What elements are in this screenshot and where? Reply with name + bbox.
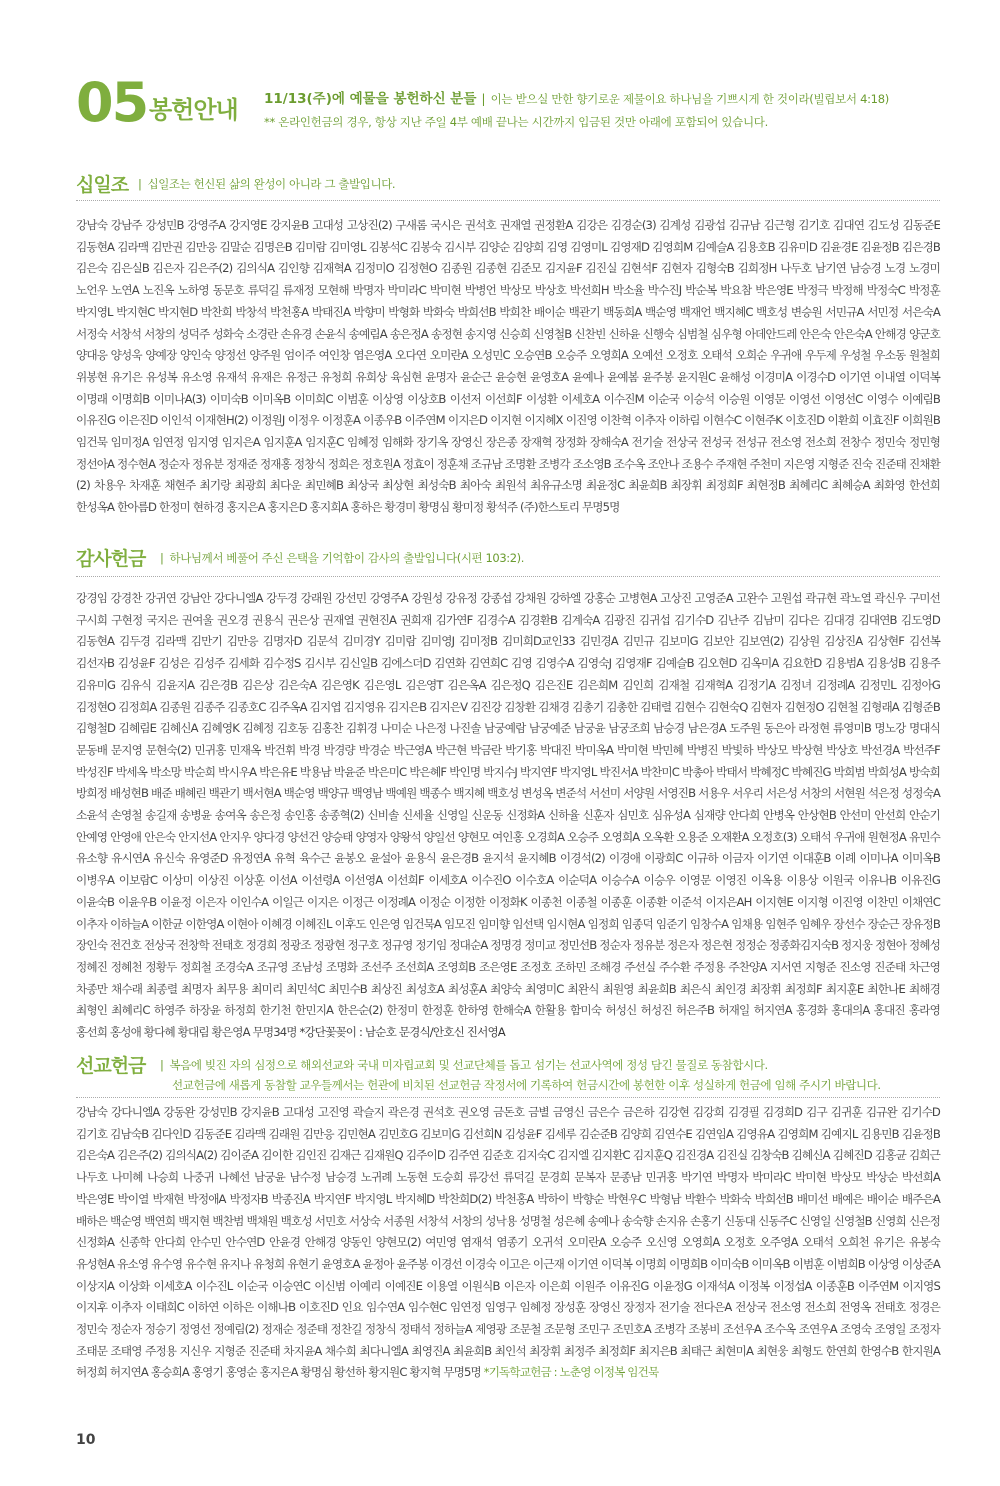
thanksgiving-section-subtitle: | 하나님께서 베풀어 주신 은택을 기억함이 감사의 출발입니다(시편 103:2). [160,551,524,565]
offering-date-line: 11/13(주)에 예물을 봉헌하신 분들 | 이는 받으실 만한 향기로운 제물이요 하나님을 기쁘시게 한 것이라(빌립보서 4:18) [264,91,889,107]
tithe-section-title: 십일조 [76,174,129,196]
online-offering-note: ** 온라인헌금의 경우, 항상 지난 주일 4부 예배 끝나는 시간까지 입금된 것만 아래에 포함되어 있습니다. [264,115,768,129]
mission-section-subtitle: | 복음에 빚진 자의 심정으로 해외선교와 국내 미자립교회 및 선교단체를 돕고 섬기는 선교사역에 정성 담긴 물질로 동참합시다. [160,1058,768,1072]
mission-section-title: 선교헌금 [76,1055,146,1077]
tithe-subtitle-text: 십일조는 헌신된 삶의 완성이 아니라 그 출발입니다. [147,177,396,191]
mission-names-text: 강남숙 강다니엘A 강동완 강성민B 강지윤B 고대성 고진영 곽슬지 곽은경 권석호 권오영 금돈호 금별 금영신 금은수 금은하 김강현 김강희 김경필 김경희D 김구 김귀훈 김규완 김기수D 김기호 김남숙B 김다인D 김동준E 김라맥 김래원 김만응 김민현A 김민호G 김보미G 김선희N 김성윤F 김세루 김순준B 김양희 김연수E 김연임A 김영유A 김영희M 김예지L 김용민B 김윤정B 김은숙A 김은주(2) 김의식A(2) 김이준A 김이한 김인진 김재근 김재원Q 김주이D 김주연 김준호 김지숙C 김지엘 김지환C 김지훈Q 김진경A 김진실 김창숙B 김혜신A 김혜진D 김홍균 김희근 나두호 나미혜 나승희 나중귀 나혜선 남궁윤 남수정 남승경 노귀례 노동현 도승희 류강선 류덕길 문경희 문복자 문종남 민귀홍 박기연 박명자 박미라C 박미현 박상모 박상순 박선희A 박은영E 박이열 박재현 박정애A 박정자B 박종진A 박지연F 박지영L 박지혜D 박찬희D(2) 박천홍A 박하이 박향순 박현우C 박형남 박환수 박화숙 박희선B 배미선 배예은 배이순 배주은A 배하은 백순영 백연희 백지현 백찬범 백채원 백호성 서민호 서상숙 서종원 서창석 서창의 성낙용 성명철 성은혜 송예나 송숙향 손지유 손홍기 신동대 신동주C 신영일 신영철B 신영희 신은정 신정화A 신종학 안다희 안수민 안수연D 안윤경 안해경 양동인 양현모(2) 여민영 염재석 염종기 오귀석 오미란A 오승주 오신영 오영희A 오정호 오주영A 오태석 오희천 유기은 유봉숙 유성현A 유소영 유수영 유수현 유지나 유청희 유현기 윤영호A 윤정아 윤주봉 이경선 이경숙 이고은 이근재 이기연 이덕복 이명희 이명희B 이미숙B 이미옥B 이범훈 이범희B 이상영 이상준A 이상지A 이상화 이세호A 이수진L 이순국 이승연C 이신범 이예리 이예진E 이용열 이원식B 이은자 이은희 이원주 이유진G 이윤정G 이재석A 이정복 이정섭A 이종훈B 이주연M 이지영S 이지후 이추자 이태희C 이하연 이하은 이해나B 이호진D 인요 임수연A 임수현C 임연정 임영구 임혜정 장성훈 장영신 장정자 전기술 전다은A 전상국 전소영 전소희 전영옥 전태호 정경은 정민숙 정순자 정승기 정영선 정예림(2) 정재순 정준태 정찬길 정창식 정태석 정하늘A 제영광 조문철 조문형 조민구 조민호A 조병각 조봉비 조선우A 조수옥 조연우A 조영숙 조영일 조정자 조태문 조태영 주정용 지신우 지형준 진준태 차지윤A 채수희 최다니엘A 최영진A 최윤희B 최인석 최장휘 최정주 최정희F 최지은B 최태근 최현미A 최현웅 최형도 한연희 한영수B 한지원A 허정희 허지연A 홍승희A 홍영기 홍영순 홍지은A 황명심 황선하 황지원C 황지혁 무명5명 [76,1105,940,1380]
tithe-donor-names: 강남숙 강남주 강성민B 강영주A 강지영E 강지윤B 고대성 고상진(2) 구새롬 국시은 권석호 권재열 권정환A 김강은 김경순(3) 김계성 김광섭 김규남 김근형 김기호 김대연 김도성 김동준E 김동현A 김라맥 김만권 김만응 김말순 김명은B 김미람 김미영L 김봉석C 김봉숙 김시부 김양순 김양희 김영 김영미L 김영재D 김영희M 김예슬A 김용호B 김유미D 김윤경E 김윤정B 김은경B 김은숙 김은실B 김은자 김은주(2) 김의식A 김인향 김재혁A 김정미O 김정현O 김종원 김종현 김준모 김지윤F 김진실 김현석F 김현자 김형숙B 김희정H 나두호 남기연 남승경 노경 노경미 노언우 노연A 노진옥 노하영 동문호 류덕길 류재정 모현해 박명자 박미라C 박미현 박병언 박상모 박상호 박선희H 박소율 박수진J 박순복 박요참 박은영E 박정극 박정해 박정숙C 박정훈 박지영L 박지현C 박지현D 박찬희 박창석 박천홍A 박태진A 박향미 박형화 박화숙 박희선B 박희찬 배이순 백관기 백동희A 백순영 백재언 백지혜C 백호성 변승원 서민규A 서민정 서은숙A 서정숙 서창석 서창의 성덕주 성화숙 소경란 손유경 손윤식 송예림A 송은정A 송정현 송지영 신승희 신영철B 신찬빈 신하윤 신행숙 심범철 심우형 아데안드레 안은숙 안은숙A 안해경 양군호 양대응 양성욱 양예장 양인숙 양정선 양주원 엄이주 여인창 염은영A 오다연 오미란A 오성민C 오승연B 오승주 오영희A 오예선 오정호 오태석 오희순 우귀애 우두제 우성철 우소동 원철희 위봉현 유기은 유성복 유소영 유재석 유재은 유정근 유청희 유희상 육심현 윤명자 윤순근 윤승현 윤영호A 윤예나 윤예봄 윤주봉 윤지원C 윤해성 이경미A 이경수D 이기연 이내열 이덕복 이명래 이명희B 이미나A(3) 이미숙B 이미옥B 이미희C 이범훈 이상영 이상호B 이선저 이선희F 이성환 이세호A 이수진M 이순국 이승석 이승원 이영문 이영선 이영선C 이영수 이예림B 이유진G 이은진D 이인석 이재현H(2) 이정원J 이정우 이정훈A 이종우B 이주연M 이지은D 이지현 이지혜X 이진영 이찬혁 이추자 이하림 이현수C 이현주K 이호진D 이환희 이효진F 이희원B 임건묵 임미정A 임연정 임지영 임지은A 임지훈A 임지훈C 임혜정 임해화 장기옥 장영신 장은종 장재혁 장정화 장해숙A 전기술 전상국 전성국 전성규 전소영 전소희 전창수 정민숙 정민형 정선아A 정수현A 정순자 정유분 정재준 정재홍 정창식 정희은 정호원A 정효이 정훈채 조규남 조명환 조병각 조소영B 조수옥 조안나 조용수 주재현 주천미 지은영 지형준 진숙 진준태 진채환(2) 차용우 차재훈 채현주 최기랑 최광희 최다운 최민혜B 최상국 최상현 최성숙B 최아숙 최원석 최유규소명 최윤정C 최윤희B 최장휘 최정희F 최현정B 최혜리C 최혜승A 최화영 한선희 한성옥A 한아름D 한정미 현하경 홍지은A 홍지은D 홍지희A 홍하은 황경미 황명심 황미정 황석주 (주)한스토리 무명5명 [76,218,940,515]
section-divider [76,1097,940,1098]
christian-school-offering-note: *기독학교헌금 : 노춘영 이정복 임건묵 [483,1365,659,1380]
mission-donor-names [76,1102,940,1384]
section-number: 05 [76,71,148,134]
section-divider [76,576,940,577]
tithe-section-subtitle: | 십일조는 헌신된 삶의 완성이 아니라 그 출발입니다. [138,177,396,191]
section-title: 봉헌안내 [149,96,238,124]
page-number: 10 [76,1432,96,1448]
mission-section-subtitle-2: 선교헌금에 새롭게 동참할 교우들께서는 헌관에 비치된 선교헌금 작정서에 기록하여 헌금시간에 봉헌한 이후 성실하게 헌금에 임해 주시기 바랍니다. [172,1078,881,1092]
page-header [76,70,946,140]
offering-date: 11/13(주)에 예물을 봉헌하신 분들 [264,91,477,107]
scripture-quote: 이는 받으실 만한 향기로운 제물이요 하나님을 기쁘시게 한 것이라(빌립보서 4:18) [490,92,889,106]
flower-offering-note: *강단꽃꽂이 : 남순호 문경식/안호신 진서영A [299,1025,505,1040]
thanksgiving-subtitle-text: 하나님께서 베풀어 주신 은택을 기억함이 감사의 출발입니다(시편 103:2). [169,551,524,565]
mission-subtitle-text: 복음에 빚진 자의 심정으로 해외선교와 국내 미자립교회 및 선교단체를 돕고 섬기는 선교사역에 정성 담긴 물질로 동참합시다. [169,1058,768,1072]
section-divider [76,200,940,201]
thanksgiving-section-title: 감사헌금 [76,548,146,570]
thanksgiving-names-text: 강경임 강경찬 강귀연 강남안 강다니엘A 강두경 강래원 강선민 강영주A 강원성 강유정 강종섭 강채원 강하엘 강홍순 고병현A 고상진 고영준A 고완수 고원섭 곽규현 곽노열 곽신우 구미선 구시희 구현정 국지은 권여울 권오경 권용식 권은상 권재열 권현진A 권희재 김가연F 김경수A 김경환B 김계숙A 김광진 김귀섭 김기수D 김난주 김남미 김다은 김대경 김대연B 김도영D 김동현A 김두경 김라맥 김만기 김만응 김명자D 김문석 김미경Y 김미람 김미영J 김미정B 김미희D교인33 김민경A 김민규 김보미G 김보안 김보연(2) 김상원 김상진A 김상현F 김선복 김선자B 김성윤F 김성은 김성주 김세화 김수정S 김시부 김신일B 김에스더D 김연화 김연희C 김영 김영수A 김영숙J 김영재F 김예슬B 김오현D 김옥미A 김요한D 김용범A 김용성B 김용주 김유미G 김유식 김윤지A 김은경B 김은상 김은숙A 김은영K 김은영L 김은영T 김은옥A 김은정Q 김은진E 김은희M 김인희 김재철 김재혁A 김정기A 김정녀 김정례A 김정민L 김정아G 김정현O 김정희A 김종원 김종주 김종호C 김주옥A 김지엽 김지영유 김지은B 김지은V 김진강 김창환 김채경 김총기 김총한 김태렬 김현수 김현숙Q 김현자 김현정O 김현철 김형래A 김형준B 김형철D 김혜림E 김혜신A 김혜영K 김혜정 김호동 김홍찬 김휘경 나미순 나은정 나진솔 남궁예람 남궁예준 남궁윤 남궁조희 남승경 남은경A 도주원 동은아 라정현 류영미B 명노강 명대식 문동배 문지영 문현숙(2) 민귀홍 민재옥 박건휘 박경 박경량 박경순 박근영A 박근현 박금란 박기홍 박대진 박미옥A 박미현 박민혜 박병진 박빛하 박상모 박상현 박상호 박선경A 박선주F 박성진F 박세옥 박소망 박순희 박시우A 박은유E 박용남 박윤준 박은미C 박은혜F 박인명 박지수J 박지연F 박지영L 박진서A 박찬미C 박총아 박태서 박혜정C 박혜진G 박희범 박희성A 방숙희 방희정 배성현B 배준 배혜린 백관기 백서현A 백순영 백양규 백영남 백예원 백종수 백지혜 백호성 변성옥 변준석 서선미 서양원 서영진B 서용우 서우리 서은성 서창의 서현원 석은정 성정숙A 소윤석 손영철 송길재 송병윤 송여옥 송은정 송인홍 송종혁(2) 신비솔 신세율 신영일 신운동 신정화A 신하율 신훈자 심민호 심유성A 심재량 안다희 안병옥 안상현B 안선미 안선희 안순기 안예영 안영애 안은숙 안지선A 안지우 양다경 양선건 양승태 양영자 양왕석 양일선 양현모 여인홍 오경희A 오승주 오영희A 오옥환 오용준 오재환A 오정호(3) 오태석 우귀애 원현정A 유민수 유소향 유시연A 유신숙 유영준D 유정연A 유혁 육수근 윤봉오 윤설아 윤용식 윤은경B 윤지석 윤지혜B 이경석(2) 이경애 이광희C 이규하 이금자 이기연 이대훈B 이례 이미나A 이미옥B 이병우A 이보람C 이상미 이상진 이상훈 이선A 이선령A 이선영A 이선희F 이세호A 이수진O 이수호A 이순덕A 이승수A 이승우 이영문 이영진 이옥용 이용상 이원국 이유나B 이유진G 이윤숙B 이윤우B 이윤정 이은자 이인수A 이일근 이지은 이정근 이정례A 이정순 이정한 이정화K 이종천 이종철 이종훈 이종환 이준석 이지은AH 이지현E 이지형 이진영 이찬민 이채연C 이추자 이하늘A 이한균 이한영A 이현아 이혜경 이혜진L 이후도 인은영 임건묵A 임모진 임미향 임선택 임시현A 임정희 임종덕 임준기 임창수A 임채용 임현주 임혜우 장선수 장순근 장유정B 장인숙 전건호 전상국 전창학 전태호 정경희 정광조 정광현 정구호 정규영 정기임 정대순A 정명경 정미교 정민선B 정순자 정유분 정은자 정은현 정정순 정종화김지숙B 정지웅 정현아 정혜성 정혜진 정혜천 정황두 정희철 조경숙A 조규영 조남성 조명화 조선주 조선희A 조영희B 조은영E 조정호 조하민 조해경 주선실 주수환 주정용 주찬양A 지서연 지형준 진소영 진준태 차근영 차종만 채수래 최종렬 최명자 최무용 최미리 최민석C 최민수B 최상진 최성호A 최성훈A 최양숙 최영미C 최완식 최원영 최윤희B 최은식 최인경 최장휘 최정희F 최지훈E 최한나E 최해경 최형인 최혜리C 하영주 하장윤 하정희 한기천 한민지A 한은순(2) 한정미 한정훈 한하영 한해숙A 한활용 함미숙 허성신 허성진 허은주B 허재일 허지연A 홍경화 홍대의A 홍대진 홍라영 홍선희 홍성애 황다혜 황대림 황은영A 무명34명 [76,591,940,1040]
thanksgiving-donor-names [76,588,940,1044]
